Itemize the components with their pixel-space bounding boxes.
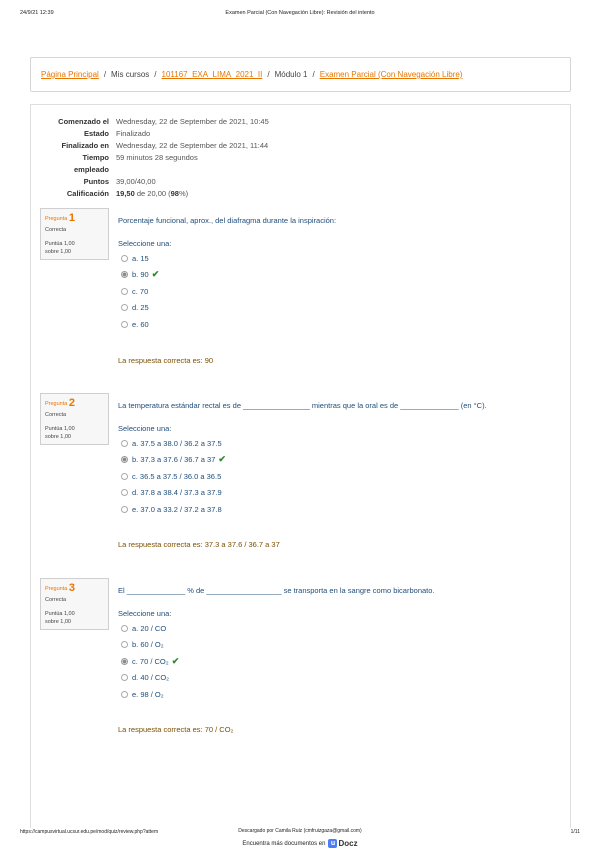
answer-prompt: Seleccione una: [118,609,172,618]
footer-credit [20,827,580,848]
grade-percent-suffix: %) [178,189,189,198]
udocz-u-icon: u [328,839,337,848]
answer-option[interactable] [118,435,568,452]
summary-value: 59 minutos 28 segundos [116,153,198,162]
question-grade-line: Puntúa 1,00 [45,426,75,432]
answer-option[interactable] [118,670,568,687]
radio-selected-icon[interactable] [121,271,128,278]
footer-find-more [242,839,357,848]
answer-option[interactable] [118,468,568,485]
answer-label: d. 37.8 a 38.4 / 37.3 a 37.9 [132,488,222,498]
radio-icon[interactable] [121,489,128,496]
question-text: El ______________ % de __________________ se transporta en la sangre como bicarbonato. [118,586,435,595]
breadcrumb-separator: / [312,70,315,79]
correct-answer-feedback: La respuesta correcta es: 37.3 a 37.6 / 36.7 a 37 [118,539,280,549]
question-info-2 [40,393,109,445]
udocz-logo-text: Docz [338,838,358,848]
radio-icon[interactable] [121,288,128,295]
answer-option[interactable] [118,283,568,300]
answer-options [118,620,568,703]
answer-option[interactable] [118,501,568,518]
answer-options [118,250,568,333]
udocz-logo[interactable] [328,839,357,848]
answer-label: e. 98 / O₂ [132,689,164,699]
radio-icon[interactable] [121,473,128,480]
summary-row-points [40,176,440,188]
question-number-value: 3 [68,582,75,594]
breadcrumb-separator: / [267,70,270,79]
question-grade-line: sobre 1,00 [45,249,71,255]
summary-label: Puntos [83,177,109,186]
summary-value: Wednesday, 22 de September de 2021, 11:44 [116,141,269,150]
radio-icon[interactable] [121,691,128,698]
question-text: Porcentaje funcional, aprox., del diafragma durante la inspiración: [118,216,337,225]
answer-label: a. 20 / CO [132,623,167,633]
answer-option[interactable] [118,250,568,267]
answer-options [118,435,568,518]
radio-icon[interactable] [121,641,128,648]
question-grade [45,425,108,441]
breadcrumb-home-link[interactable]: Página Principal [41,70,99,79]
summary-row-time [40,152,440,176]
answer-option[interactable] [118,686,568,703]
question-state: Correcta [45,597,67,603]
radio-icon[interactable] [121,506,128,513]
answer-label: c. 70 / CO₂ [132,656,169,666]
breadcrumb-course-link[interactable]: 101167_EXA_LIMA_2021_II [161,70,263,79]
question-content-3 [118,586,568,735]
print-header [20,10,580,20]
question-label: Pregunta [45,401,68,407]
answer-prompt: Seleccione una: [118,424,172,433]
answer-label: e. 37.0 a 33.2 / 37.2 a 37.8 [132,504,222,514]
answer-label: b. 90 [132,270,149,280]
answer-label: a. 15 [132,253,149,263]
breadcrumb-separator: / [103,70,107,79]
question-grade-line: Puntúa 1,00 [45,241,75,247]
question-text: La temperatura estándar rectal es de ________________ mientras que la oral es de ______________ (en °C). [118,401,487,410]
summary-label: Tiempo empleado [73,153,109,174]
answer-label: c. 36.5 a 37.5 / 36.0 a 36.5 [132,471,222,481]
answer-option[interactable] [118,452,568,469]
answer-option[interactable] [118,300,568,317]
answer-label: b. 37.3 a 37.6 / 36.7 a 37 [132,455,216,465]
question-grade [45,610,108,626]
radio-icon[interactable] [121,625,128,632]
question-number [45,583,108,595]
correct-check-icon: ✔ [218,454,226,465]
summary-label: Estado [83,129,109,138]
summary-row-started [40,116,440,128]
answer-label: b. 60 / O₂ [132,640,164,650]
question-number [45,398,108,410]
summary-label: Finalizado en [61,141,109,150]
answer-label: c. 70 [132,286,149,296]
radio-selected-icon[interactable] [121,456,128,463]
correct-answer-feedback: La respuesta correcta es: 70 / CO₂ [118,724,234,734]
grade-total: de 20,00 ( [134,189,171,198]
radio-icon[interactable] [121,304,128,311]
correct-answer-feedback: La respuesta correcta es: 90 [118,355,214,365]
question-label: Pregunta [45,216,68,222]
answer-label: e. 60 [132,319,149,329]
answer-label: d. 25 [132,303,149,313]
question-grade-line: sobre 1,00 [45,619,71,625]
answer-option[interactable] [118,485,568,502]
question-grade-line: Puntúa 1,00 [45,611,75,617]
question-grade [45,240,108,256]
answer-option[interactable] [118,316,568,333]
question-state: Correcta [45,412,67,418]
breadcrumb-module: Módulo 1 [274,70,308,79]
question-number [45,213,108,225]
question-grade-line: sobre 1,00 [45,434,71,440]
question-content-2 [118,401,568,550]
question-number-value: 2 [68,397,75,409]
summary-value: 39,00/40,00 [116,177,156,186]
radio-icon[interactable] [121,674,128,681]
radio-icon[interactable] [121,321,128,328]
attempt-summary [40,116,440,200]
correct-check-icon: ✔ [151,269,160,280]
grade-score: 19,50 [116,189,135,198]
summary-row-state [40,128,440,140]
breadcrumb-my-courses: Mis cursos [111,70,150,79]
answer-option[interactable] [118,653,568,670]
summary-row-grade [40,188,440,200]
question-label: Pregunta [45,586,68,592]
summary-label: Calificación [66,189,109,198]
question-info-1 [40,208,109,260]
answer-label: a. 37.5 a 38.0 / 36.2 a 37.5 [132,438,222,448]
footer-page-number: 1/11 [570,829,580,835]
answer-prompt: Seleccione una: [118,239,172,248]
summary-label: Comenzado el [58,117,109,126]
summary-value: Wednesday, 22 de September de 2021, 10:45 [116,117,269,126]
footer-downloaded-by: Descargado por Camila Ruiz (cmfruizgaza@gmail.com) [238,828,362,834]
footer-url: https://campusvirtual.ucsur.edu.pe/mod/quiz/review.php?attem [20,829,159,835]
answer-option[interactable] [118,267,568,284]
radio-icon[interactable] [121,440,128,447]
summary-value: Finalizado [116,129,151,138]
footer-find-more-text: Encuentra más documentos en [242,840,326,847]
question-content-1 [118,216,568,366]
question-state: Correcta [45,227,67,233]
summary-row-finished [40,140,440,152]
answer-option[interactable] [118,637,568,654]
radio-icon[interactable] [121,255,128,262]
answer-option[interactable] [118,620,568,637]
print-date: 24/9/21 12:39 [20,10,54,16]
breadcrumb [30,57,571,92]
print-title: Examen Parcial (Con Navegación Libre): Revisión del intento [225,10,375,16]
question-info-3 [40,578,109,630]
answer-label: d. 40 / CO₂ [132,673,170,683]
correct-check-icon: ✔ [171,655,180,666]
grade-percent: 98 [170,189,179,198]
radio-selected-icon[interactable] [121,658,128,665]
question-number-value: 1 [68,212,75,224]
summary-value [116,188,440,200]
breadcrumb-exam-link[interactable]: Examen Parcial (Con Navegación Libre) [319,70,463,79]
breadcrumb-separator: / [154,70,157,79]
